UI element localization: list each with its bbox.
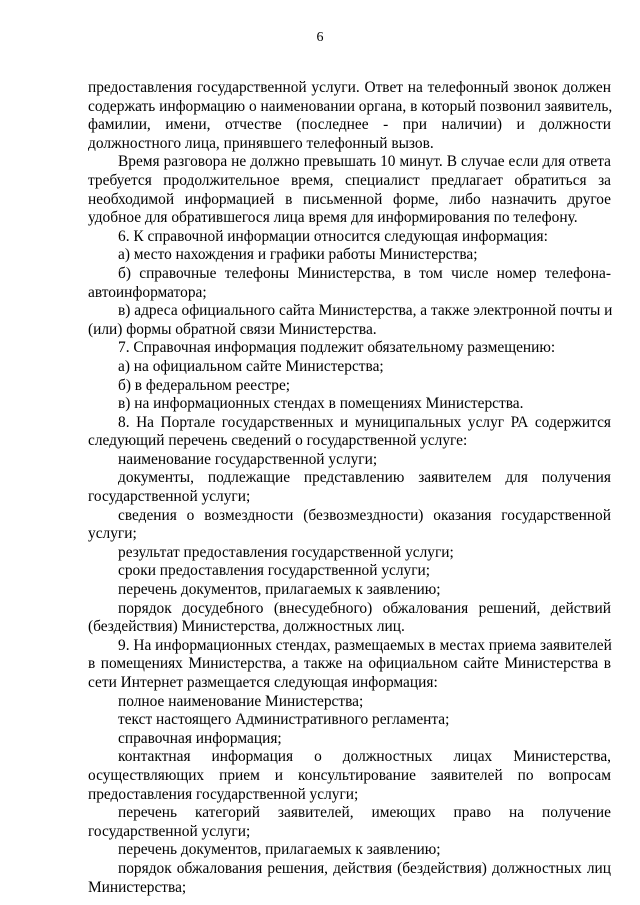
text-line: полное наименование Министерства; [118, 692, 364, 710]
text-line: перечень документов, прилагаемых к заявлению; [118, 841, 441, 859]
text-line: требуется продолжительное время, специалист предлагает обратиться за [88, 171, 611, 189]
text-line: перечень категорий заявителей, имеющих право на получение [118, 804, 611, 822]
text-line: а) место нахождения и графики работы Министерства; [118, 246, 478, 264]
text-line: документы, подлежащие представлению заявителем для получения [118, 469, 611, 487]
text-line: 7. Справочная информация подлежит обязательному размещению: [118, 339, 556, 357]
text-line: Время разговора не должно превышать 10 минут. В случае если для ответа [118, 153, 611, 171]
text-line: содержать информацию о наименовании органа, в который позвонил заявитель, [88, 97, 613, 115]
text-line: б) справочные телефоны Министерства, в том числе номер телефона- [118, 264, 611, 282]
text-line: 8. На Портале государственных и муниципальных услуг РА содержится [118, 413, 611, 431]
text-line: наименование государственной услуги; [118, 450, 378, 468]
text-line: следующий перечень сведений о государственной услуге: [88, 432, 468, 450]
text-line: фамилии, имени, отчестве (последнее - при наличии) и должности [88, 116, 611, 134]
text-line: сведения о возмездности (безвозмездности) оказания государственной [118, 506, 611, 524]
text-line: а) на официальном сайте Министерства; [118, 357, 384, 375]
text-line: автоинформатора; [88, 283, 207, 301]
text-line: результат предоставления государственной услуги; [118, 543, 454, 561]
text-line: осуществляющих прием и консультирование заявителей по вопросам [88, 766, 611, 784]
text-line: контактная информация о должностных лицах Министерства, [118, 748, 611, 766]
text-line: (или) формы обратной связи Министерства. [88, 320, 377, 338]
page-number: 6 [316, 30, 324, 45]
text-line: услуги; [88, 525, 137, 543]
text-line: (бездействия) Министерства, должностных лиц. [88, 618, 405, 636]
text-line: 9. На информационных стендах, размещаемых в местах приема заявителей [118, 636, 612, 654]
text-line: предоставления государственной услуги; [88, 785, 359, 803]
text-line: в) адреса официального сайта Министерства, а также электронной почты и [118, 302, 613, 320]
text-line: Министерства; [88, 878, 187, 896]
text-line: сроки предоставления государственной услуги; [118, 562, 431, 580]
text-line: порядок досудебного (внесудебного) обжалования решений, действий [118, 599, 611, 617]
text-line: должностного лица, принявшего телефонный вызов. [88, 134, 434, 152]
text-line: необходимой информацией в письменной форме, либо назначить другое [88, 190, 611, 208]
text-line: государственной услуги; [88, 822, 251, 840]
text-line: б) в федеральном реестре; [118, 376, 291, 394]
text-line: в помещениях Министерства, а также на официальном сайте Министерства в [88, 655, 611, 673]
text-line: справочная информация; [118, 729, 282, 747]
text-line: предоставления государственной услуги. Ответ на телефонный звонок должен [88, 79, 611, 96]
text-line: 6. К справочной информации относится следующая информация: [118, 227, 548, 245]
text-line: перечень документов, прилагаемых к заявлению; [118, 581, 441, 599]
document-body [88, 79, 611, 897]
text-line: порядок обжалования решения, действия (бездействия) должностных лиц [118, 859, 611, 877]
text-line: текст настоящего Административного регламента; [118, 711, 450, 729]
text-line: государственной услуги; [88, 488, 251, 506]
text-line: сети Интернет размещается следующая информация: [88, 674, 438, 691]
text-line: в) на информационных стендах в помещениях Министерства. [118, 395, 524, 413]
text-line: удобное для обратившегося лица время для информирования по телефону. [88, 209, 578, 227]
